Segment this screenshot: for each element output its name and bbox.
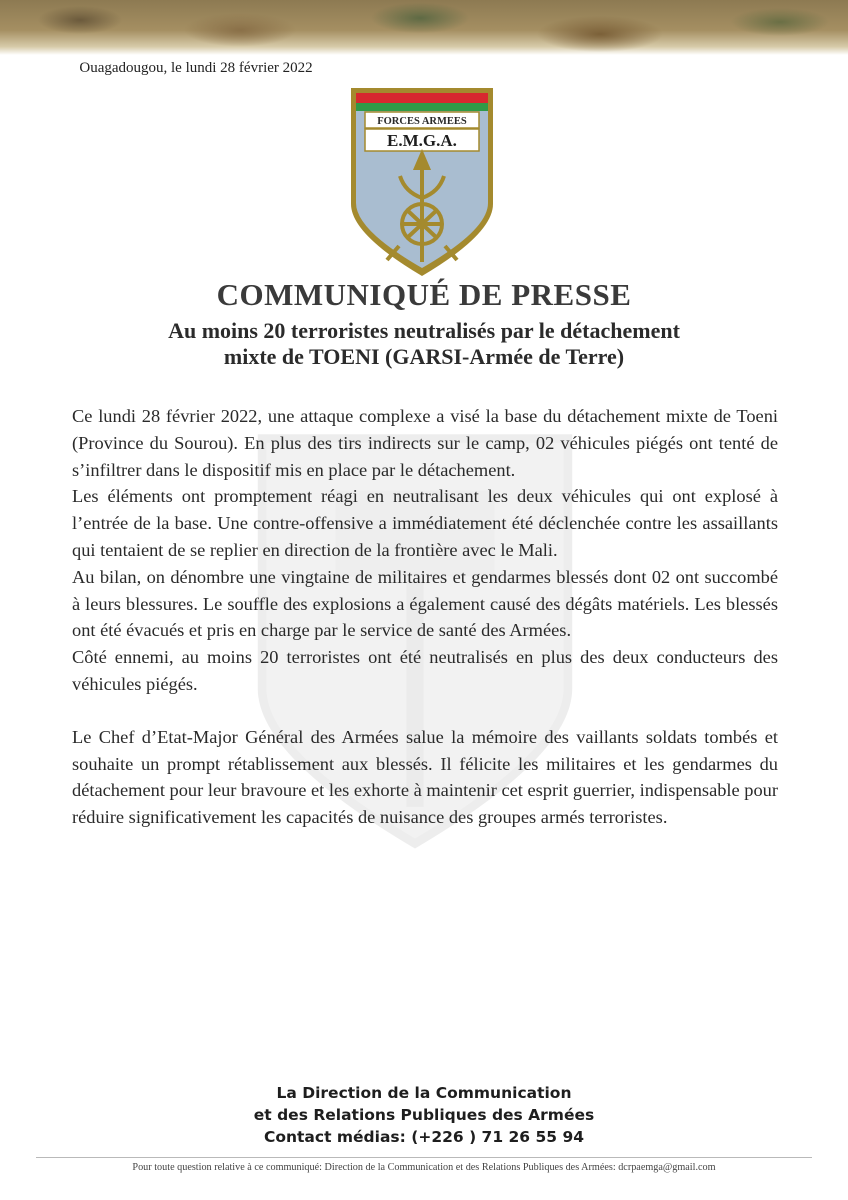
body-paragraph: Côté ennemi, au moins 20 terroristes ont été neutralisés en plus des deux conducteurs des véhicules piégés.	[72, 647, 778, 694]
date-location-line: Ouagadougou, le lundi 28 février 2022	[79, 60, 313, 76]
signature-block	[120, 1082, 728, 1148]
media-contact-line: Contact médias: (+226 ) 71 26 55 94	[263, 1128, 585, 1146]
press-release-subtitle	[60, 318, 788, 370]
body-paragraph: Ce lundi 28 février 2022, une attaque complexe a visé la base du détachement mixte de Toeni (Province du Sourou). En plus des tirs indirects sur le camp, 02 véhicules piégés ont tenté de s’infiltrer dans le dispositif mis en place par le détachement.	[72, 406, 778, 480]
paragraph-spacer	[72, 698, 778, 724]
emblem-main-text: E.M.G.A.	[387, 131, 457, 150]
signature-line: et des Relations Publiques des Armées	[253, 1106, 595, 1124]
press-release-body	[72, 403, 778, 831]
emblem-top-text: FORCES ARMEES	[377, 116, 467, 127]
body-paragraph: Le Chef d’Etat-Major Général des Armées salue la mémoire des vaillants soldats tombés et souhaite un prompt rétablissement aux blessés. Il félicite les militaires et les gendarmes du détachement pour leur bravoure et les exhorte à maintenir cet esprit guerrier, indispensable pour réduire significativement les capacités de nuisance des groupes armés terroristes.	[72, 726, 779, 828]
footer-divider	[36, 1157, 812, 1158]
camouflage-header-band	[0, 0, 848, 55]
body-paragraph: Les éléments ont promptement réagi en neutralisant les deux véhicules qui ont explosé à l’entrée de la base. Une contre-offensive a immédiatement été déclenchée contre les assaillants qui tentaient de se replier en direction de la frontière avec le Mali.	[72, 486, 778, 560]
signature-line: La Direction de la Communication	[276, 1084, 572, 1102]
subtitle-line: Au moins 20 terroristes neutralisés par le détachement	[168, 318, 680, 343]
footer-note: Pour toute question relative à ce communiqué: Direction de la Communication et des Relations Publiques des Armées: dcrpaemga@gmail.com	[132, 1162, 716, 1173]
press-release-title: COMMUNIQUÉ DE PRESSE	[216, 277, 632, 312]
body-paragraph: Au bilan, on dénombre une vingtaine de militaires et gendarmes blessés dont 02 ont succombé à leurs blessures. Le souffle des explosions a également causé des dégâts matériels. Les blessés ont été évacués et pris en charge par le service de santé des Armées.	[72, 566, 778, 641]
fema-shield-emblem	[345, 84, 499, 279]
subtitle-line: mixte de TOENI (GARSI-Armée de Terre)	[223, 344, 625, 369]
